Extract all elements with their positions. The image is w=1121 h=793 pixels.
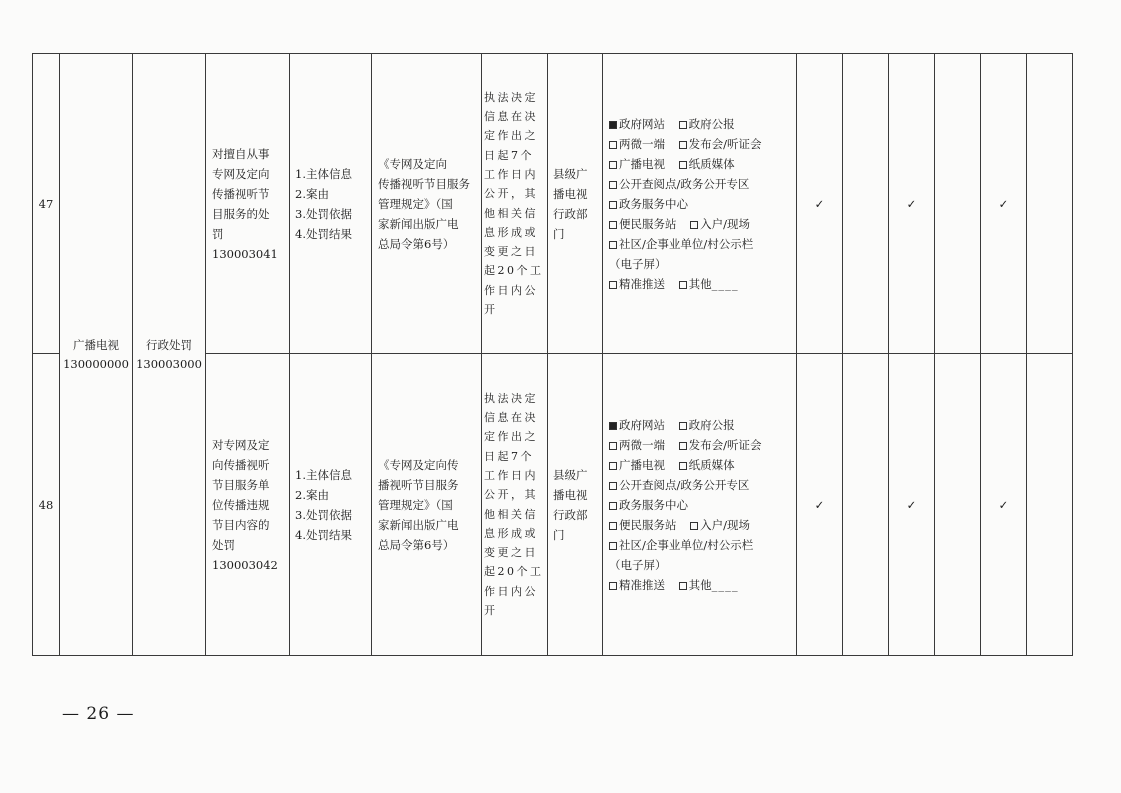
- checkbox-empty-icon: [609, 542, 617, 550]
- checkbox-empty-icon: [609, 201, 617, 209]
- item-line: 节目服务单: [212, 477, 270, 492]
- category-name: 广播电视: [73, 337, 119, 352]
- basis-line: 传播视听节目服务: [378, 176, 470, 191]
- empty-cell: [935, 54, 981, 354]
- content-line: 2.案由: [295, 186, 329, 201]
- checkbox-empty-icon: [609, 141, 617, 149]
- basis-line: 家新闻出版广电: [378, 517, 459, 532]
- channel-label: 精准推送: [619, 577, 665, 592]
- checkbox-empty-icon: [679, 141, 687, 149]
- checkbox-empty-icon: [609, 502, 617, 510]
- basis-cell: [372, 54, 482, 354]
- channel-option-bulletin: [609, 234, 753, 254]
- subject-line: 行政部: [553, 507, 588, 522]
- content-cell: [290, 354, 372, 656]
- checkbox-empty-icon: [609, 161, 617, 169]
- checkbox-empty-icon: [679, 442, 687, 450]
- subcategory-cell: [133, 54, 206, 656]
- row-number: 47: [33, 54, 60, 354]
- channel-option-service-center: [609, 495, 688, 515]
- empty-cell: [1027, 354, 1073, 656]
- content-line: 4.处罚结果: [295, 226, 352, 241]
- channel-option-gov-gazette: [679, 114, 735, 134]
- checkbox-empty-icon: [679, 582, 687, 590]
- time-limit-cell: 执法决定信息在决定作出之日起7个工作日内公开，其他相关信息形成或变更之日起20个工作日内公开: [482, 354, 548, 656]
- channel-option-precise-push: [609, 274, 665, 294]
- channel-option-door-to-door: [690, 214, 750, 234]
- channel-label: 政府网站: [619, 116, 665, 131]
- empty-cell: [1027, 54, 1073, 354]
- channel-option-press-hearing: [679, 134, 762, 154]
- checkbox-empty-icon: [679, 462, 687, 470]
- check-mark-cell: ✓: [797, 354, 843, 656]
- basis-line: 管理规定》（国: [378, 196, 453, 211]
- content-line: 4.处罚结果: [295, 527, 352, 542]
- channel-label: 社区/企事业单位/村公示栏: [619, 236, 754, 251]
- channel-bulletin-note: （电子屏）: [609, 256, 667, 271]
- channel-label: 便民服务站: [619, 517, 677, 532]
- channel-option-gov-website: [609, 415, 665, 435]
- checkbox-empty-icon: [679, 121, 687, 129]
- channel-option-two-micro: [609, 435, 665, 455]
- basis-line: 总局令第6号）: [378, 537, 455, 552]
- checkbox-empty-icon: [679, 161, 687, 169]
- category-cell: [60, 54, 133, 656]
- channel-label: 两微一端: [619, 136, 665, 151]
- checkbox-empty-icon: [609, 522, 617, 530]
- page-number: — 26 —: [62, 704, 135, 724]
- item-line: 目服务的处: [212, 206, 270, 221]
- checkbox-empty-icon: [609, 281, 617, 289]
- channel-label: 发布会/听证会: [688, 437, 762, 452]
- channel-label: 政府网站: [619, 417, 665, 432]
- empty-cell: [843, 354, 889, 656]
- channel-label: 广播电视: [619, 457, 665, 472]
- basis-line: 播视听节目服务: [378, 477, 459, 492]
- channel-option-public-reading: [609, 475, 749, 495]
- item-line: 向传播视听: [212, 457, 270, 472]
- item-cell: [206, 54, 290, 354]
- channel-option-print-media: [679, 455, 735, 475]
- basis-line: 总局令第6号）: [378, 236, 455, 251]
- channel-option-door-to-door: [690, 515, 750, 535]
- checkbox-checked-icon: [609, 121, 617, 129]
- channel-option-convenience: [609, 214, 677, 234]
- checkbox-empty-icon: [609, 221, 617, 229]
- channel-label: 其他: [688, 276, 712, 291]
- row-number: 48: [33, 354, 60, 656]
- channel-label: 纸质媒体: [688, 156, 735, 171]
- content-line: 3.处罚依据: [295, 507, 352, 522]
- item-line: 专网及定向: [212, 166, 270, 181]
- subject-cell: [548, 354, 603, 656]
- channel-label: 两微一端: [619, 437, 665, 452]
- checkbox-empty-icon: [609, 582, 617, 590]
- content-line: 2.案由: [295, 487, 329, 502]
- channel-label: 政府公报: [688, 417, 735, 432]
- item-cell: [206, 354, 290, 656]
- checkbox-empty-icon: [609, 181, 617, 189]
- channel-cell: [603, 354, 797, 656]
- subcategory-code: 130003000: [136, 356, 202, 371]
- channel-option-press-hearing: [679, 435, 762, 455]
- item-line: 对专网及定: [212, 437, 270, 452]
- channel-cell: [603, 54, 797, 354]
- channel-label: 其他: [688, 577, 712, 592]
- channel-label: 公开查阅点/政务公开专区: [619, 477, 750, 492]
- basis-line: 《专网及定向: [378, 156, 447, 171]
- checkbox-empty-icon: [609, 462, 617, 470]
- subject-line: 门: [553, 226, 565, 241]
- channel-option-other: [679, 274, 739, 294]
- content-line: 3.处罚依据: [295, 206, 352, 221]
- check-mark-cell: ✓: [797, 54, 843, 354]
- channel-option-convenience: [609, 515, 677, 535]
- channel-label: 广播电视: [619, 156, 665, 171]
- channel-label: 公开查阅点/政务公开专区: [619, 176, 750, 191]
- subject-line: 行政部: [553, 206, 588, 221]
- checkbox-empty-icon: [690, 221, 698, 229]
- subject-cell: [548, 54, 603, 354]
- item-line: 传播视听节: [212, 186, 270, 201]
- channel-option-two-micro: [609, 134, 665, 154]
- channel-label: 社区/企事业单位/村公示栏: [619, 537, 754, 552]
- item-line: 位传播违规: [212, 497, 270, 512]
- disclosure-table: [32, 53, 1073, 656]
- channel-label: 入户/现场: [700, 216, 751, 231]
- subject-line: 播电视: [553, 186, 588, 201]
- check-mark-cell: ✓: [889, 354, 935, 656]
- channel-option-public-reading: [609, 174, 749, 194]
- channel-option-other: [679, 575, 739, 595]
- time-limit-cell: 执法决定信息在决定作出之日起7个工作日内公开，其他相关信息形成或变更之日起20个工作日内公开: [482, 54, 548, 354]
- check-mark-cell: ✓: [981, 354, 1027, 656]
- checkbox-empty-icon: [679, 281, 687, 289]
- basis-line: 管理规定》（国: [378, 497, 453, 512]
- check-mark-cell: ✓: [981, 54, 1027, 354]
- checkbox-empty-icon: [609, 482, 617, 490]
- empty-cell: [843, 54, 889, 354]
- channel-option-gov-gazette: [679, 415, 735, 435]
- channel-label: 发布会/听证会: [688, 136, 762, 151]
- item-line: 对擅自从事: [212, 146, 270, 161]
- empty-cell: [935, 354, 981, 656]
- channel-option-precise-push: [609, 575, 665, 595]
- subject-line: 播电视: [553, 487, 588, 502]
- channel-other-blank: ____: [711, 276, 739, 291]
- check-mark-cell: ✓: [889, 54, 935, 354]
- content-cell: [290, 54, 372, 354]
- basis-line: 家新闻出版广电: [378, 216, 459, 231]
- content-line: 1.主体信息: [295, 467, 352, 482]
- subject-line: 门: [553, 527, 565, 542]
- checkbox-checked-icon: [609, 422, 617, 430]
- channel-option-radio-tv: [609, 455, 665, 475]
- item-line: 罚: [212, 226, 224, 241]
- subcategory-name: 行政处罚: [146, 337, 192, 352]
- checkbox-empty-icon: [609, 442, 617, 450]
- channel-label: 政务服务中心: [619, 497, 688, 512]
- item-code: 130003042: [212, 557, 278, 572]
- channel-label: 政府公报: [688, 116, 735, 131]
- category-code: 130000000: [63, 356, 129, 371]
- subject-line: 县级广: [553, 467, 588, 482]
- channel-option-print-media: [679, 154, 735, 174]
- channel-option-bulletin: [609, 535, 753, 555]
- channel-bulletin-note: （电子屏）: [609, 557, 667, 572]
- channel-label: 便民服务站: [619, 216, 677, 231]
- table-row: [33, 54, 1073, 354]
- channel-label: 纸质媒体: [688, 457, 735, 472]
- channel-option-radio-tv: [609, 154, 665, 174]
- channel-other-blank: ____: [711, 577, 739, 592]
- basis-cell: [372, 354, 482, 656]
- channel-label: 精准推送: [619, 276, 665, 291]
- item-code: 130003041: [212, 246, 278, 261]
- channel-label: 入户/现场: [700, 517, 751, 532]
- item-line: 节目内容的: [212, 517, 270, 532]
- checkbox-empty-icon: [609, 241, 617, 249]
- subject-line: 县级广: [553, 166, 588, 181]
- channel-option-service-center: [609, 194, 688, 214]
- content-line: 1.主体信息: [295, 166, 352, 181]
- channel-option-gov-website: [609, 114, 665, 134]
- basis-line: 《专网及定向传: [378, 457, 459, 472]
- checkbox-empty-icon: [690, 522, 698, 530]
- checkbox-empty-icon: [679, 422, 687, 430]
- channel-label: 政务服务中心: [619, 196, 688, 211]
- item-line: 处罚: [212, 537, 235, 552]
